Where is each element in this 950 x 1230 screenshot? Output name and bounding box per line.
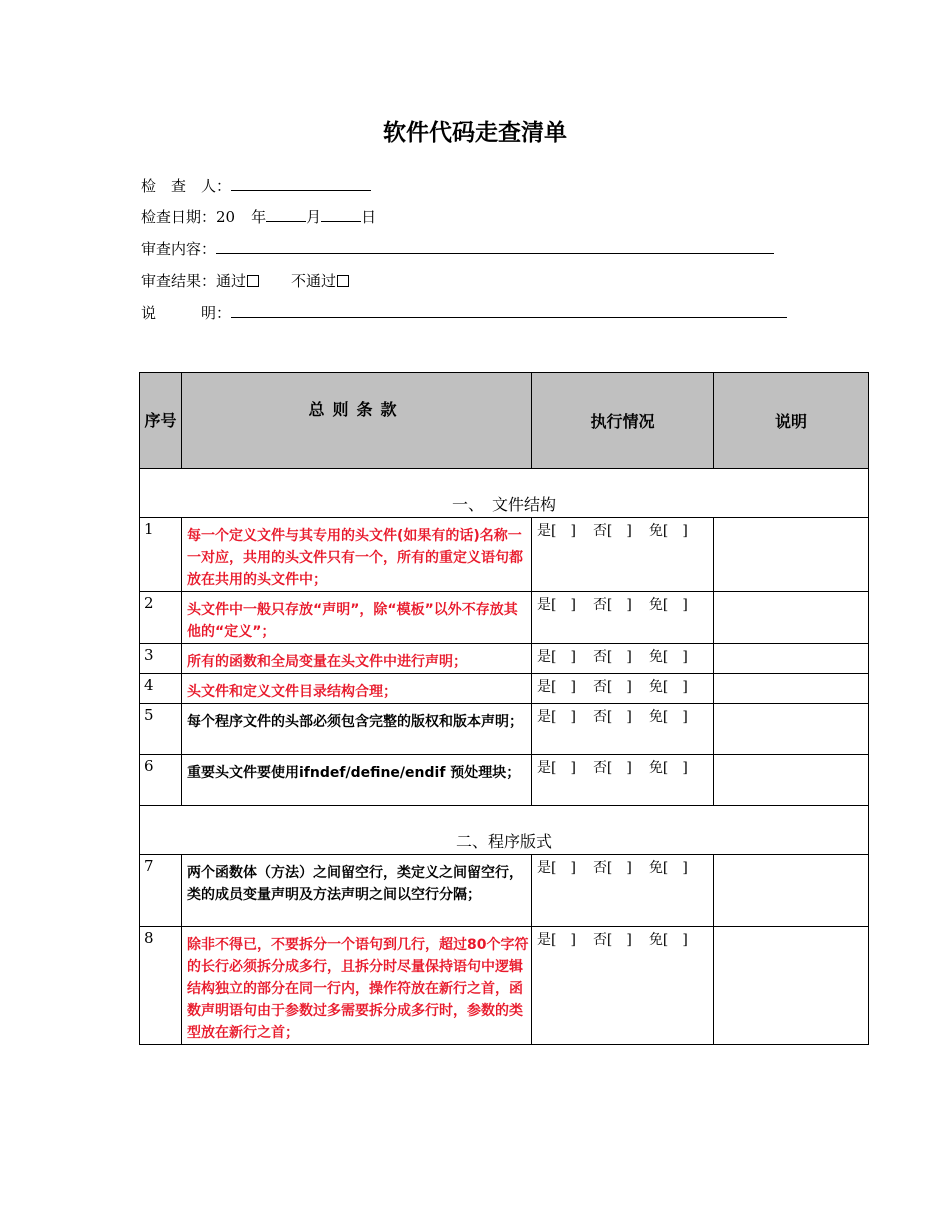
- row-note-cell[interactable]: [714, 927, 869, 1045]
- exec-exempt-checkbox[interactable]: 免[ ]: [648, 860, 688, 876]
- exec-exempt-checkbox[interactable]: 免[ ]: [648, 709, 688, 725]
- date-field: [141, 206, 376, 227]
- row-clause: 除非不得已，不要拆分一个语句到几行，超过80个字符的长行必须拆分成多行，且拆分时尽量保持语句中逻辑结构独立的部分在同一行内，操作符放在新行之首，函数声明语句由于参数过多需要拆分成多行时，参数的类型放在新行之首；: [182, 927, 532, 1045]
- row-exec-status: [532, 644, 714, 674]
- result-label: 审查结果：: [141, 272, 217, 290]
- table-row: [140, 644, 869, 674]
- row-exec-status: [532, 674, 714, 704]
- date-year-label: 年: [251, 208, 267, 226]
- page-title: 软件代码走查清单: [383, 120, 567, 146]
- content-input[interactable]: [216, 239, 774, 254]
- row-seq: 8: [140, 927, 182, 1045]
- table-row: [140, 755, 869, 806]
- row-note-cell[interactable]: [714, 674, 869, 704]
- exec-no-checkbox[interactable]: 否[ ]: [592, 597, 632, 613]
- row-seq: 6: [140, 755, 182, 806]
- row-seq: 5: [140, 704, 182, 755]
- exec-exempt-checkbox[interactable]: 免[ ]: [648, 760, 688, 776]
- day-input[interactable]: [321, 207, 361, 222]
- date-day-label: 日: [361, 208, 377, 226]
- row-exec-status: [532, 927, 714, 1045]
- exec-yes-checkbox[interactable]: 是[ ]: [537, 932, 576, 948]
- exec-exempt-checkbox[interactable]: 免[ ]: [648, 597, 688, 613]
- row-exec-status: [532, 704, 714, 755]
- row-note-cell[interactable]: [714, 855, 869, 927]
- content-field: [141, 238, 774, 259]
- table-row: [140, 704, 869, 755]
- result-fail-label: 不通过: [291, 272, 337, 290]
- exec-exempt-checkbox[interactable]: 免[ ]: [648, 523, 688, 539]
- fail-checkbox[interactable]: [337, 275, 349, 287]
- table-row: [140, 518, 869, 592]
- section-row: [140, 806, 869, 855]
- table-row: [140, 855, 869, 927]
- content-label: 审查内容：: [141, 240, 217, 258]
- row-clause: 头文件中一般只存放“声明”，除“模板”以外不存放其他的“定义”；: [182, 592, 532, 644]
- date-label: 检查日期：: [141, 208, 217, 226]
- exec-no-checkbox[interactable]: 否[ ]: [592, 523, 632, 539]
- pass-checkbox[interactable]: [247, 275, 259, 287]
- row-exec-status: [532, 518, 714, 592]
- table-row: [140, 674, 869, 704]
- row-seq: 4: [140, 674, 182, 704]
- section-title: 二、程序版式: [140, 806, 869, 855]
- exec-no-checkbox[interactable]: 否[ ]: [592, 649, 632, 665]
- exec-exempt-checkbox[interactable]: 免[ ]: [648, 932, 688, 948]
- row-seq: 3: [140, 644, 182, 674]
- header-clause: 总则条款: [182, 373, 532, 469]
- row-seq: 1: [140, 518, 182, 592]
- exec-exempt-checkbox[interactable]: 免[ ]: [648, 649, 688, 665]
- table-row: [140, 927, 869, 1045]
- note-field: [141, 302, 787, 323]
- row-clause: 重要头文件要使用ifndef/define/endif 预处理块；: [182, 755, 532, 806]
- note-input[interactable]: [231, 303, 787, 318]
- row-clause: 每个程序文件的头部必须包含完整的版权和版本声明；: [182, 704, 532, 755]
- inspector-input[interactable]: [231, 176, 371, 191]
- row-seq: 7: [140, 855, 182, 927]
- row-note-cell[interactable]: [714, 755, 869, 806]
- exec-yes-checkbox[interactable]: 是[ ]: [537, 679, 576, 695]
- header-seq: 序号: [140, 373, 182, 469]
- table-header-row: [140, 373, 869, 469]
- section-row: [140, 469, 869, 518]
- exec-yes-checkbox[interactable]: 是[ ]: [537, 523, 576, 539]
- row-clause: 每一个定义文件与其专用的头文件(如果有的话)名称一一对应，共用的头文件只有一个，所有的重定义语句都放在共用的头文件中；: [182, 518, 532, 592]
- date-month-label: 月: [306, 208, 322, 226]
- row-exec-status: [532, 855, 714, 927]
- section-title: 一、 文件结构: [140, 469, 869, 518]
- row-note-cell[interactable]: [714, 518, 869, 592]
- row-note-cell[interactable]: [714, 704, 869, 755]
- exec-no-checkbox[interactable]: 否[ ]: [592, 709, 632, 725]
- result-pass-label: 通过: [216, 272, 247, 290]
- month-input[interactable]: [266, 207, 306, 222]
- exec-yes-checkbox[interactable]: 是[ ]: [537, 597, 576, 613]
- row-exec-status: [532, 592, 714, 644]
- row-clause: 两个函数体（方法）之间留空行，类定义之间留空行，类的成员变量声明及方法声明之间以空行分隔；: [182, 855, 532, 927]
- row-note-cell[interactable]: [714, 592, 869, 644]
- note-label: 说 明：: [141, 304, 232, 322]
- exec-no-checkbox[interactable]: 否[ ]: [592, 932, 632, 948]
- inspector-label: 检 查 人：: [141, 177, 232, 195]
- exec-yes-checkbox[interactable]: 是[ ]: [537, 709, 576, 725]
- row-note-cell[interactable]: [714, 644, 869, 674]
- date-year-prefix: 20: [216, 208, 236, 226]
- header-exec: 执行情况: [532, 373, 714, 469]
- exec-no-checkbox[interactable]: 否[ ]: [592, 860, 632, 876]
- exec-no-checkbox[interactable]: 否[ ]: [592, 760, 632, 776]
- checklist-table: [139, 372, 869, 1045]
- row-clause: 头文件和定义文件目录结构合理；: [182, 674, 532, 704]
- exec-exempt-checkbox[interactable]: 免[ ]: [648, 679, 688, 695]
- exec-yes-checkbox[interactable]: 是[ ]: [537, 760, 576, 776]
- table-row: [140, 592, 869, 644]
- row-exec-status: [532, 755, 714, 806]
- row-clause: 所有的函数和全局变量在头文件中进行声明；: [182, 644, 532, 674]
- header-note: 说明: [714, 373, 869, 469]
- inspector-field: [141, 175, 371, 196]
- result-field: [141, 270, 349, 291]
- exec-yes-checkbox[interactable]: 是[ ]: [537, 649, 576, 665]
- exec-yes-checkbox[interactable]: 是[ ]: [537, 860, 576, 876]
- row-seq: 2: [140, 592, 182, 644]
- exec-no-checkbox[interactable]: 否[ ]: [592, 679, 632, 695]
